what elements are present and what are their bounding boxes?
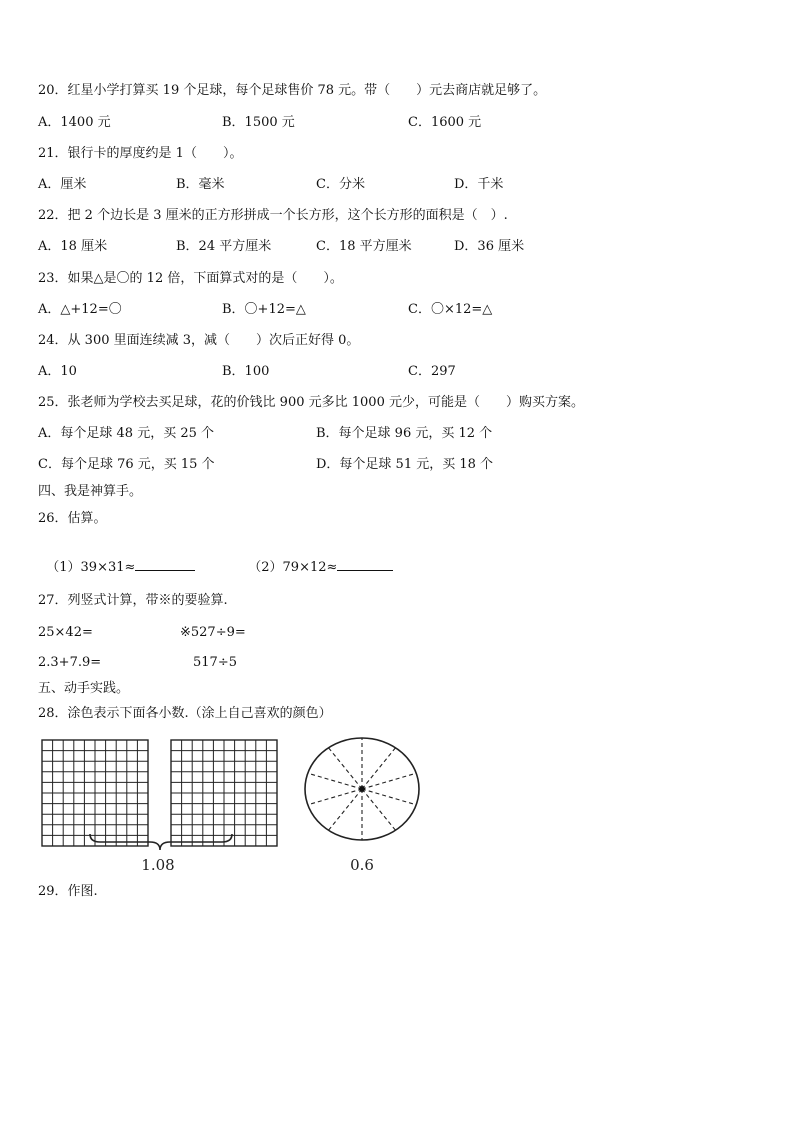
q25-option-a[interactable]: A．每个足球 48 元，买 25 个 (38, 426, 215, 441)
question-29-stem: 29．作图. (38, 884, 98, 899)
q25-option-c[interactable]: C．每个足球 76 元，买 15 个 (38, 457, 215, 472)
q21-option-a[interactable]: A．厘米 (38, 177, 87, 192)
question-21-stem: 21．银行卡的厚度约是 1（ ）。 (38, 146, 243, 161)
q21-option-c[interactable]: C．分米 (316, 177, 365, 192)
question-24-stem: 24．从 300 里面连续减 3，减（ ）次后正好得 0。 (38, 333, 360, 348)
grid-value-label: 1.08 (141, 856, 175, 874)
question-23-stem: 23．如果△是〇的 12 倍，下面算式对的是（ ）。 (38, 271, 343, 286)
q22-option-c[interactable]: C．18 平方厘米 (316, 239, 412, 254)
hundred-grid-2[interactable] (171, 740, 277, 846)
q20-option-c[interactable]: C．1600 元 (408, 115, 482, 130)
q23-option-c[interactable]: C．〇×12=△ (408, 302, 493, 317)
q23-option-b[interactable]: B．〇+12=△ (222, 302, 306, 317)
q22-option-d[interactable]: D．36 厘米 (454, 239, 525, 254)
question-20-stem: 20．红星小学打算买 19 个足球，每个足球售价 78 元。带（ ）元去商店就足够了。 (38, 83, 547, 98)
q26-part-2-answer-blank[interactable] (337, 558, 393, 571)
section-4-heading: 四、我是神算手。 (38, 484, 143, 499)
q21-option-d[interactable]: D．千米 (454, 177, 504, 192)
q20-option-b[interactable]: B．1500 元 (222, 115, 295, 130)
q26-part-1-answer-blank[interactable] (135, 558, 195, 571)
question-28-stem: 28．涂色表示下面各小数.（涂上自己喜欢的颜色） (38, 706, 332, 721)
q27-expression-3: 2.3+7.9= (38, 655, 102, 670)
q25-option-d[interactable]: D．每个足球 51 元，买 18 个 (316, 457, 494, 472)
q26-part-2-label: （2）79×12≈ (248, 560, 338, 575)
q24-option-b[interactable]: B．100 (222, 364, 270, 379)
q26-part-2 (240, 542, 393, 576)
question-25-stem: 25．张老师为学校去买足球，花的价钱比 900 元多比 1000 元少，可能是（ ）购买方案。 (38, 395, 584, 410)
question-22-stem: 22．把 2 个边长是 3 厘米的正方形拼成一个长方形，这个长方形的面积是（ ）. (38, 208, 508, 223)
q22-option-b[interactable]: B．24 平方厘米 (176, 239, 272, 254)
q27-expression-1: 25×42= (38, 625, 93, 640)
circle-value-label: 0.6 (350, 856, 374, 874)
grid-brace (90, 834, 232, 850)
section-5-heading: 五、动手实践。 (38, 681, 130, 696)
q24-option-c[interactable]: C．297 (408, 364, 456, 379)
question-27-stem: 27．列竖式计算，带※的要验算. (38, 593, 228, 608)
q20-option-a[interactable]: A．1400 元 (38, 115, 111, 130)
q26-part-1-label: （1）39×31≈ (46, 560, 136, 575)
divided-circle[interactable] (305, 738, 419, 840)
q27-expression-4: 517÷5 (193, 655, 237, 670)
question-26-stem: 26．估算。 (38, 511, 107, 526)
q21-option-b[interactable]: B．毫米 (176, 177, 225, 192)
q26-part-1 (38, 542, 195, 576)
q23-option-a[interactable]: A．△+12=〇 (38, 302, 122, 317)
q22-option-a[interactable]: A．18 厘米 (38, 239, 108, 254)
q25-option-b[interactable]: B．每个足球 96 元，买 12 个 (316, 426, 493, 441)
q28-figure (0, 730, 794, 880)
q27-expression-2: ※527÷9= (180, 625, 246, 640)
q24-option-a[interactable]: A．10 (38, 364, 77, 379)
hundred-grid-1[interactable] (42, 740, 148, 846)
